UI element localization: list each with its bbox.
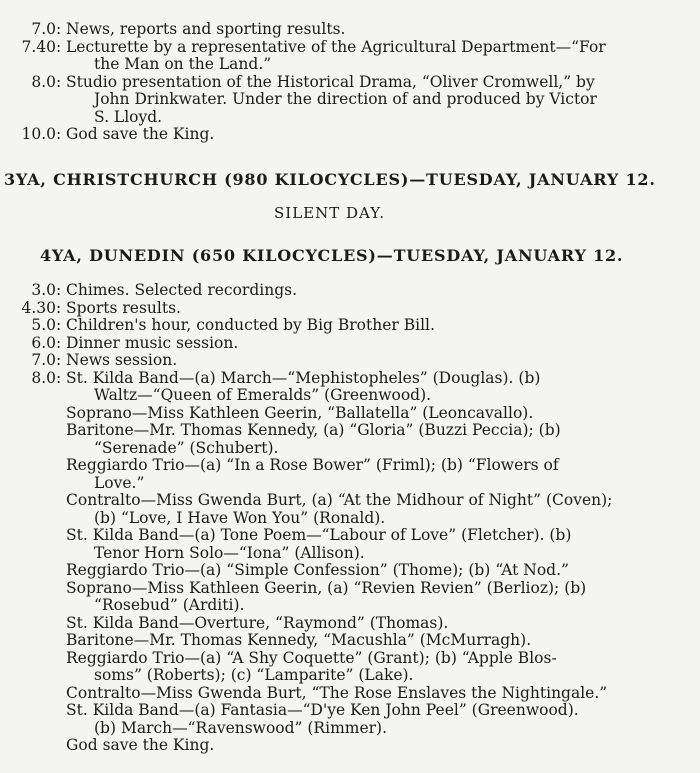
entry-text: God save the King. bbox=[66, 125, 215, 143]
entry-text-continued: John Drinkwater. Under the direction of and produced by Victor bbox=[94, 90, 597, 108]
schedule-entry: 7.40 : Lecturette by a representative of the Agricultural Department—“For bbox=[0, 39, 700, 57]
schedule-entry: 6.0 : Dinner music session. bbox=[0, 335, 700, 353]
entry-text-continued: the Man on the Land.” bbox=[94, 55, 272, 73]
schedule-entry: 4.30 : Sports results. bbox=[0, 300, 700, 318]
entry-time: 8.0 bbox=[31, 72, 56, 91]
program-item: Baritone—Mr. Thomas Kennedy, (a) “Gloria” (Buzzi Peccia); (b) bbox=[66, 421, 561, 439]
program-item: Contralto—Miss Gwenda Burt, “The Rose Enslaves the Nightingale.” bbox=[66, 683, 608, 702]
program-item: Soprano—Miss Kathleen Geerin, “Ballatella” (Leoncavallo). bbox=[66, 403, 534, 422]
program-item-continued: “Rosebud” (Arditi). bbox=[94, 596, 245, 614]
entry-time: 5.0 bbox=[31, 316, 56, 334]
program-item: Soprano—Miss Kathleen Geerin, (a) “Revien Revien” (Berlioz); (b) bbox=[66, 578, 587, 597]
program-item: Reggiardo Trio—(a) “In a Rose Bower” (Friml); (b) “Flowers of bbox=[66, 456, 559, 474]
program-item-continued: (b) March—“Ravenswood” (Rimmer). bbox=[94, 718, 388, 737]
christchurch-station-heading: 3YA, CHRISTCHURCH (980 KILOCYCLES)—TUESDAY, JANUARY 12. bbox=[4, 170, 656, 189]
previous-station-schedule bbox=[0, 21, 700, 144]
program-item: St. Kilda Band—(a) Tone Poem—“Labour of Love” (Fletcher). (b) bbox=[66, 526, 572, 544]
schedule-entry: 8.0 : Studio presentation of the Historical Drama, “Oliver Cromwell,” by bbox=[0, 74, 700, 92]
program-item-continued: (b) “Love, I Have Won You” (Ronald). bbox=[94, 508, 386, 527]
dunedin-station-heading: 4YA, DUNEDIN (650 KILOCYCLES)—TUESDAY, JANUARY 12. bbox=[40, 246, 624, 265]
program-item: God save the King. bbox=[66, 736, 215, 754]
program-item: Baritone—Mr. Thomas Kennedy, “Macushla” (McMurragh). bbox=[66, 631, 532, 649]
entry-text: News session. bbox=[66, 351, 178, 369]
entry-text: St. Kilda Band—(a) March—“Mephistopheles” (Douglas). (b) bbox=[66, 368, 541, 387]
entry-text: News, reports and sporting results. bbox=[66, 20, 346, 38]
entry-time: 4.30 bbox=[21, 298, 56, 317]
entry-text-continued: Waltz—“Queen of Emeralds” (Greenwood). bbox=[94, 386, 432, 404]
entry-text: Studio presentation of the Historical Drama, “Oliver Cromwell,” by bbox=[66, 72, 595, 91]
entry-text-continued: S. Lloyd. bbox=[94, 107, 163, 126]
entry-time: 8.0 bbox=[31, 368, 56, 387]
entry-time: 6.0 bbox=[31, 333, 56, 352]
entry-time: 7.0 bbox=[31, 351, 56, 369]
program-item: Reggiardo Trio—(a) “A Shy Coquette” (Grant); (b) “Apple Blos- bbox=[66, 648, 557, 667]
dunedin-schedule bbox=[0, 282, 700, 755]
entry-text: Dinner music session. bbox=[66, 333, 239, 352]
program-item-continued: Tenor Horn Solo—“Iona” (Allison). bbox=[94, 543, 365, 562]
schedule-entry: 10.0 : God save the King. bbox=[0, 126, 700, 144]
entry-time: 7.40 bbox=[21, 37, 56, 56]
entry-text: Chimes. Selected recordings. bbox=[66, 281, 298, 299]
schedule-entry: 5.0 : Children's hour, conducted by Big Brother Bill. bbox=[0, 317, 700, 335]
entry-time: 10.0 bbox=[21, 125, 56, 143]
entry-time: 3.0 bbox=[31, 281, 56, 299]
program-item: St. Kilda Band—Overture, “Raymond” (Thomas). bbox=[66, 613, 449, 632]
schedule-entry: 8.0 : St. Kilda Band—(a) March—“Mephistopheles” (Douglas). (b) bbox=[0, 370, 700, 388]
program-item: Reggiardo Trio—(a) “Simple Confession” (Thome); (b) “At Nod.” bbox=[66, 561, 569, 579]
entry-time: 7.0 bbox=[31, 20, 56, 38]
entry-text: Lecturette by a representative of the Agricultural Department—“For bbox=[66, 37, 606, 56]
program-item: Contralto—Miss Gwenda Burt, (a) “At the Midhour of Night” (Coven); bbox=[66, 491, 613, 509]
schedule-entry: 3.0 : Chimes. Selected recordings. bbox=[0, 282, 700, 300]
program-item-continued: Love.” bbox=[94, 473, 145, 492]
program-item-continued: “Serenade” (Schubert). bbox=[94, 438, 279, 457]
schedule-entry: 7.0 : News, reports and sporting results. bbox=[0, 21, 700, 39]
program-item: St. Kilda Band—(a) Fantasia—“D'ye Ken John Peel” (Greenwood). bbox=[66, 701, 579, 719]
entry-text: Children's hour, conducted by Big Brother Bill. bbox=[66, 316, 435, 334]
silent-day-note: SILENT DAY. bbox=[274, 204, 385, 222]
schedule-entry: 7.0 : News session. bbox=[0, 352, 700, 370]
entry-text: Sports results. bbox=[66, 298, 181, 317]
program-item-continued: soms” (Roberts); (c) “Lamparite” (Lake). bbox=[94, 666, 414, 684]
